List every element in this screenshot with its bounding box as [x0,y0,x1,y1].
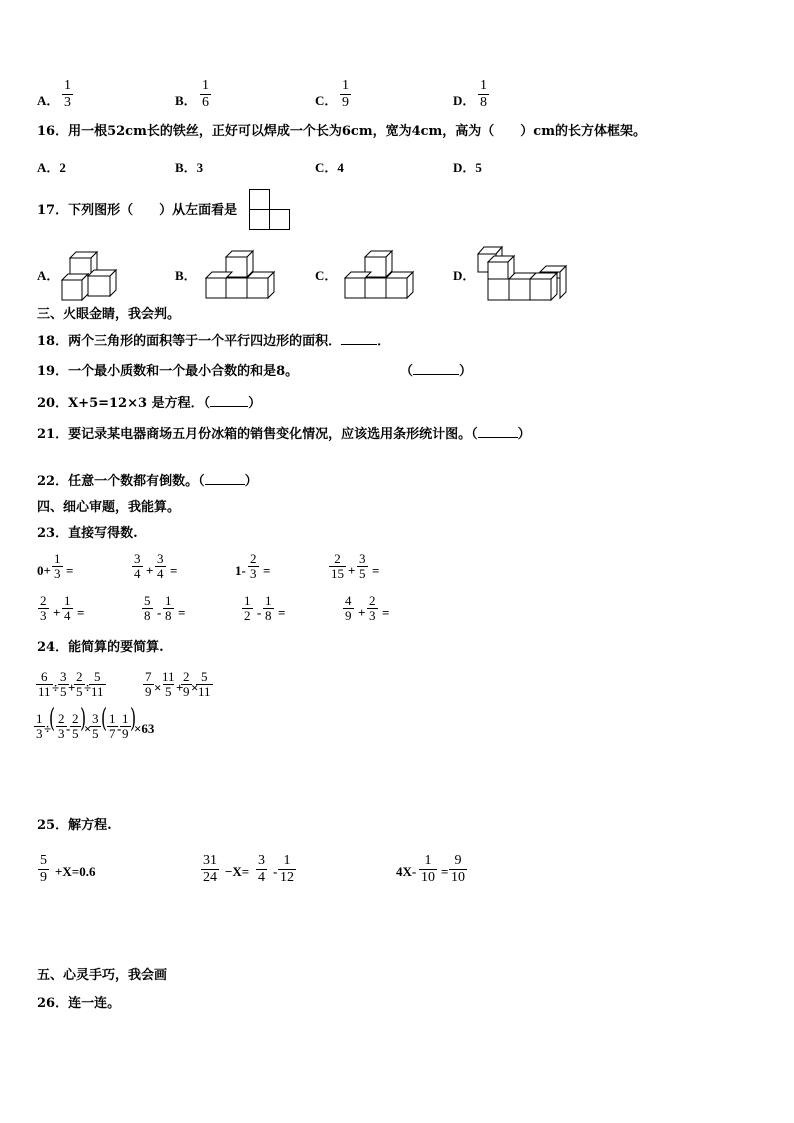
fraction: $\frac{7}{9}$ [145,669,152,699]
q16-option-d: D．5 [453,160,482,175]
option-a-label: A． [37,93,60,108]
left-paren-icon: ( [101,704,108,734]
op-plus: + [348,563,356,578]
fraction: $\frac{5}{9}$ [40,853,47,885]
fraction: $\frac{1}{7}$ [109,711,116,741]
op-plus: + [68,680,76,695]
fraction: $\frac{3}{4}$ [134,551,141,581]
q16-option-b: B．3 [175,160,204,175]
answer-blank-21[interactable] [478,437,518,438]
fraction: $\frac{2}{5}$ [76,669,83,699]
answer-blank-19[interactable] [413,374,459,375]
question-19: 19．一个最小质数和一个最小合数的和是8。 [37,364,299,379]
right-paren-icon: ) [130,704,137,734]
op-times-63: ×63 [134,721,155,736]
op-divide: ÷ [84,680,92,695]
question-18: 18．两个三角形的面积等于一个平行四边形的面积． ． [37,334,391,349]
fraction: $\frac{5}{11}$ [198,669,211,699]
question-16: 16．用一根52cm长的铁丝，正好可以焊成一个长为6cm，宽为4cm，高为（ ）cm的长方体框架。 [37,124,646,139]
left-view-figure [249,189,291,231]
right-paren-icon: ) [80,704,87,734]
op-equals: = [178,605,186,620]
op-times: × [154,680,162,695]
op-divide: ÷ [44,721,52,736]
fraction: $\frac{2}{3}$ [250,551,257,581]
fraction: $\frac{1}{12}$ [280,853,294,885]
question-21: 21．要记录某电器商场五月份冰箱的销售变化情况，应该选用条形统计图。（ ） [37,427,531,442]
op-one-minus: 1- [235,563,246,578]
op-minus: - [117,721,122,736]
op-minus: - [273,864,278,879]
equation-tail: +X=0.6 [55,864,96,879]
q17-option-b: B． [175,268,197,283]
fraction: $\frac{2}{15}$ [331,551,344,581]
fraction: $\frac{31}{24}$ [203,853,217,885]
fraction: $\frac{1}{8}$ [165,593,172,623]
fraction: $\frac{4}{9}$ [345,593,352,623]
op-minus: - [157,605,162,620]
fraction: $\frac{3}{4}$ [258,853,265,885]
question-25: 25．解方程. [37,818,112,833]
fraction: $\frac{5}{8}$ [144,593,151,623]
q16-option-a: A．2 [37,160,66,175]
op-divide: ÷ [52,680,60,695]
fraction: $\frac{2}{3}$ [40,593,47,623]
op-minus: - [257,605,262,620]
fraction: $\frac{9}{10}$ [451,853,465,885]
op-plus: + [358,605,366,620]
fraction: $\frac{2}{9}$ [183,669,190,699]
op-equals: = [441,864,449,879]
op-equals: = [66,563,74,578]
fraction: $\frac{3}{5}$ [92,711,99,741]
op-equals: = [372,563,380,578]
cube-figure-c [343,248,415,300]
fraction: $\frac{2}{3}$ [58,711,65,741]
fraction: $\frac{6}{11}$ [38,669,51,699]
op-minus: - [66,721,71,736]
op-equals: = [77,605,85,620]
section-4-heading: 四、细心审题，我能算。 [37,500,181,515]
equation-mid: −X= [225,864,250,879]
equation-head: 4X- [396,864,417,879]
question-24: 24．能简算的要简算. [37,640,164,655]
fraction: $\frac{1}{8}$ [265,593,272,623]
section-3-heading: 三、火眼金睛，我会判。 [37,307,181,322]
answer-blank-22[interactable] [205,484,245,485]
fraction: $\frac{1}{4}$ [64,593,71,623]
q17-option-a: A． [37,268,60,283]
cube-figure-d [474,242,570,302]
answer-blank-18[interactable] [341,344,377,345]
op-times: × [84,721,92,736]
left-paren-icon: ( [49,704,56,734]
option-c-label: C． [315,93,338,108]
section-5-heading: 五、心灵手巧，我会画 [37,968,168,983]
fraction: $\frac{1}{9}$ [122,711,129,741]
question-17: 17．下列图形（ ）从左面看是 [37,203,238,218]
question-26: 26．连一连。 [37,996,121,1011]
fraction: $\frac{11}{5}$ [162,669,175,699]
op-equals: = [278,605,286,620]
fraction: $\frac{2}{5}$ [72,711,79,741]
cube-figure-b [204,248,276,300]
fraction: $\frac{1}{3}$ [54,551,61,581]
fraction: $\frac{2}{3}$ [369,593,376,623]
op-zero-plus: 0+ [37,563,51,578]
option-c-fraction: $\frac{1}{9}$ [342,78,349,110]
fraction: $\frac{3}{5}$ [359,551,366,581]
op-times: × [191,680,199,695]
op-equals: = [263,563,271,578]
op-plus: + [176,680,184,695]
option-a-fraction: $\frac{1}{3}$ [64,78,71,110]
fraction: $\frac{5}{11}$ [91,669,104,699]
option-d-fraction: $\frac{1}{8}$ [480,78,487,110]
question-20: 20．X+5=12×3 是方程．（ ） [37,396,262,411]
op-plus: + [146,563,154,578]
question-23: 23．直接写得数. [37,526,138,541]
op-equals: = [170,563,178,578]
answer-paren-19: （ ） [400,364,473,379]
fraction: $\frac{3}{4}$ [157,551,164,581]
option-b-label: B． [175,93,197,108]
fraction: $\frac{1}{3}$ [36,711,43,741]
op-plus: + [53,605,61,620]
q16-option-c: C．4 [315,160,344,175]
q17-option-c: C． [315,268,338,283]
option-d-label: D． [453,93,476,108]
fraction: $\frac{3}{5}$ [60,669,67,699]
question-22: 22．任意一个数都有倒数。（ ） [37,474,258,489]
fraction: $\frac{1}{2}$ [244,593,251,623]
fraction: $\frac{1}{10}$ [421,853,435,885]
answer-blank-20[interactable] [210,406,248,407]
cube-figure-a [60,244,122,302]
op-equals: = [382,605,390,620]
q17-option-d: D． [453,268,476,283]
option-b-fraction: $\frac{1}{6}$ [202,78,209,110]
